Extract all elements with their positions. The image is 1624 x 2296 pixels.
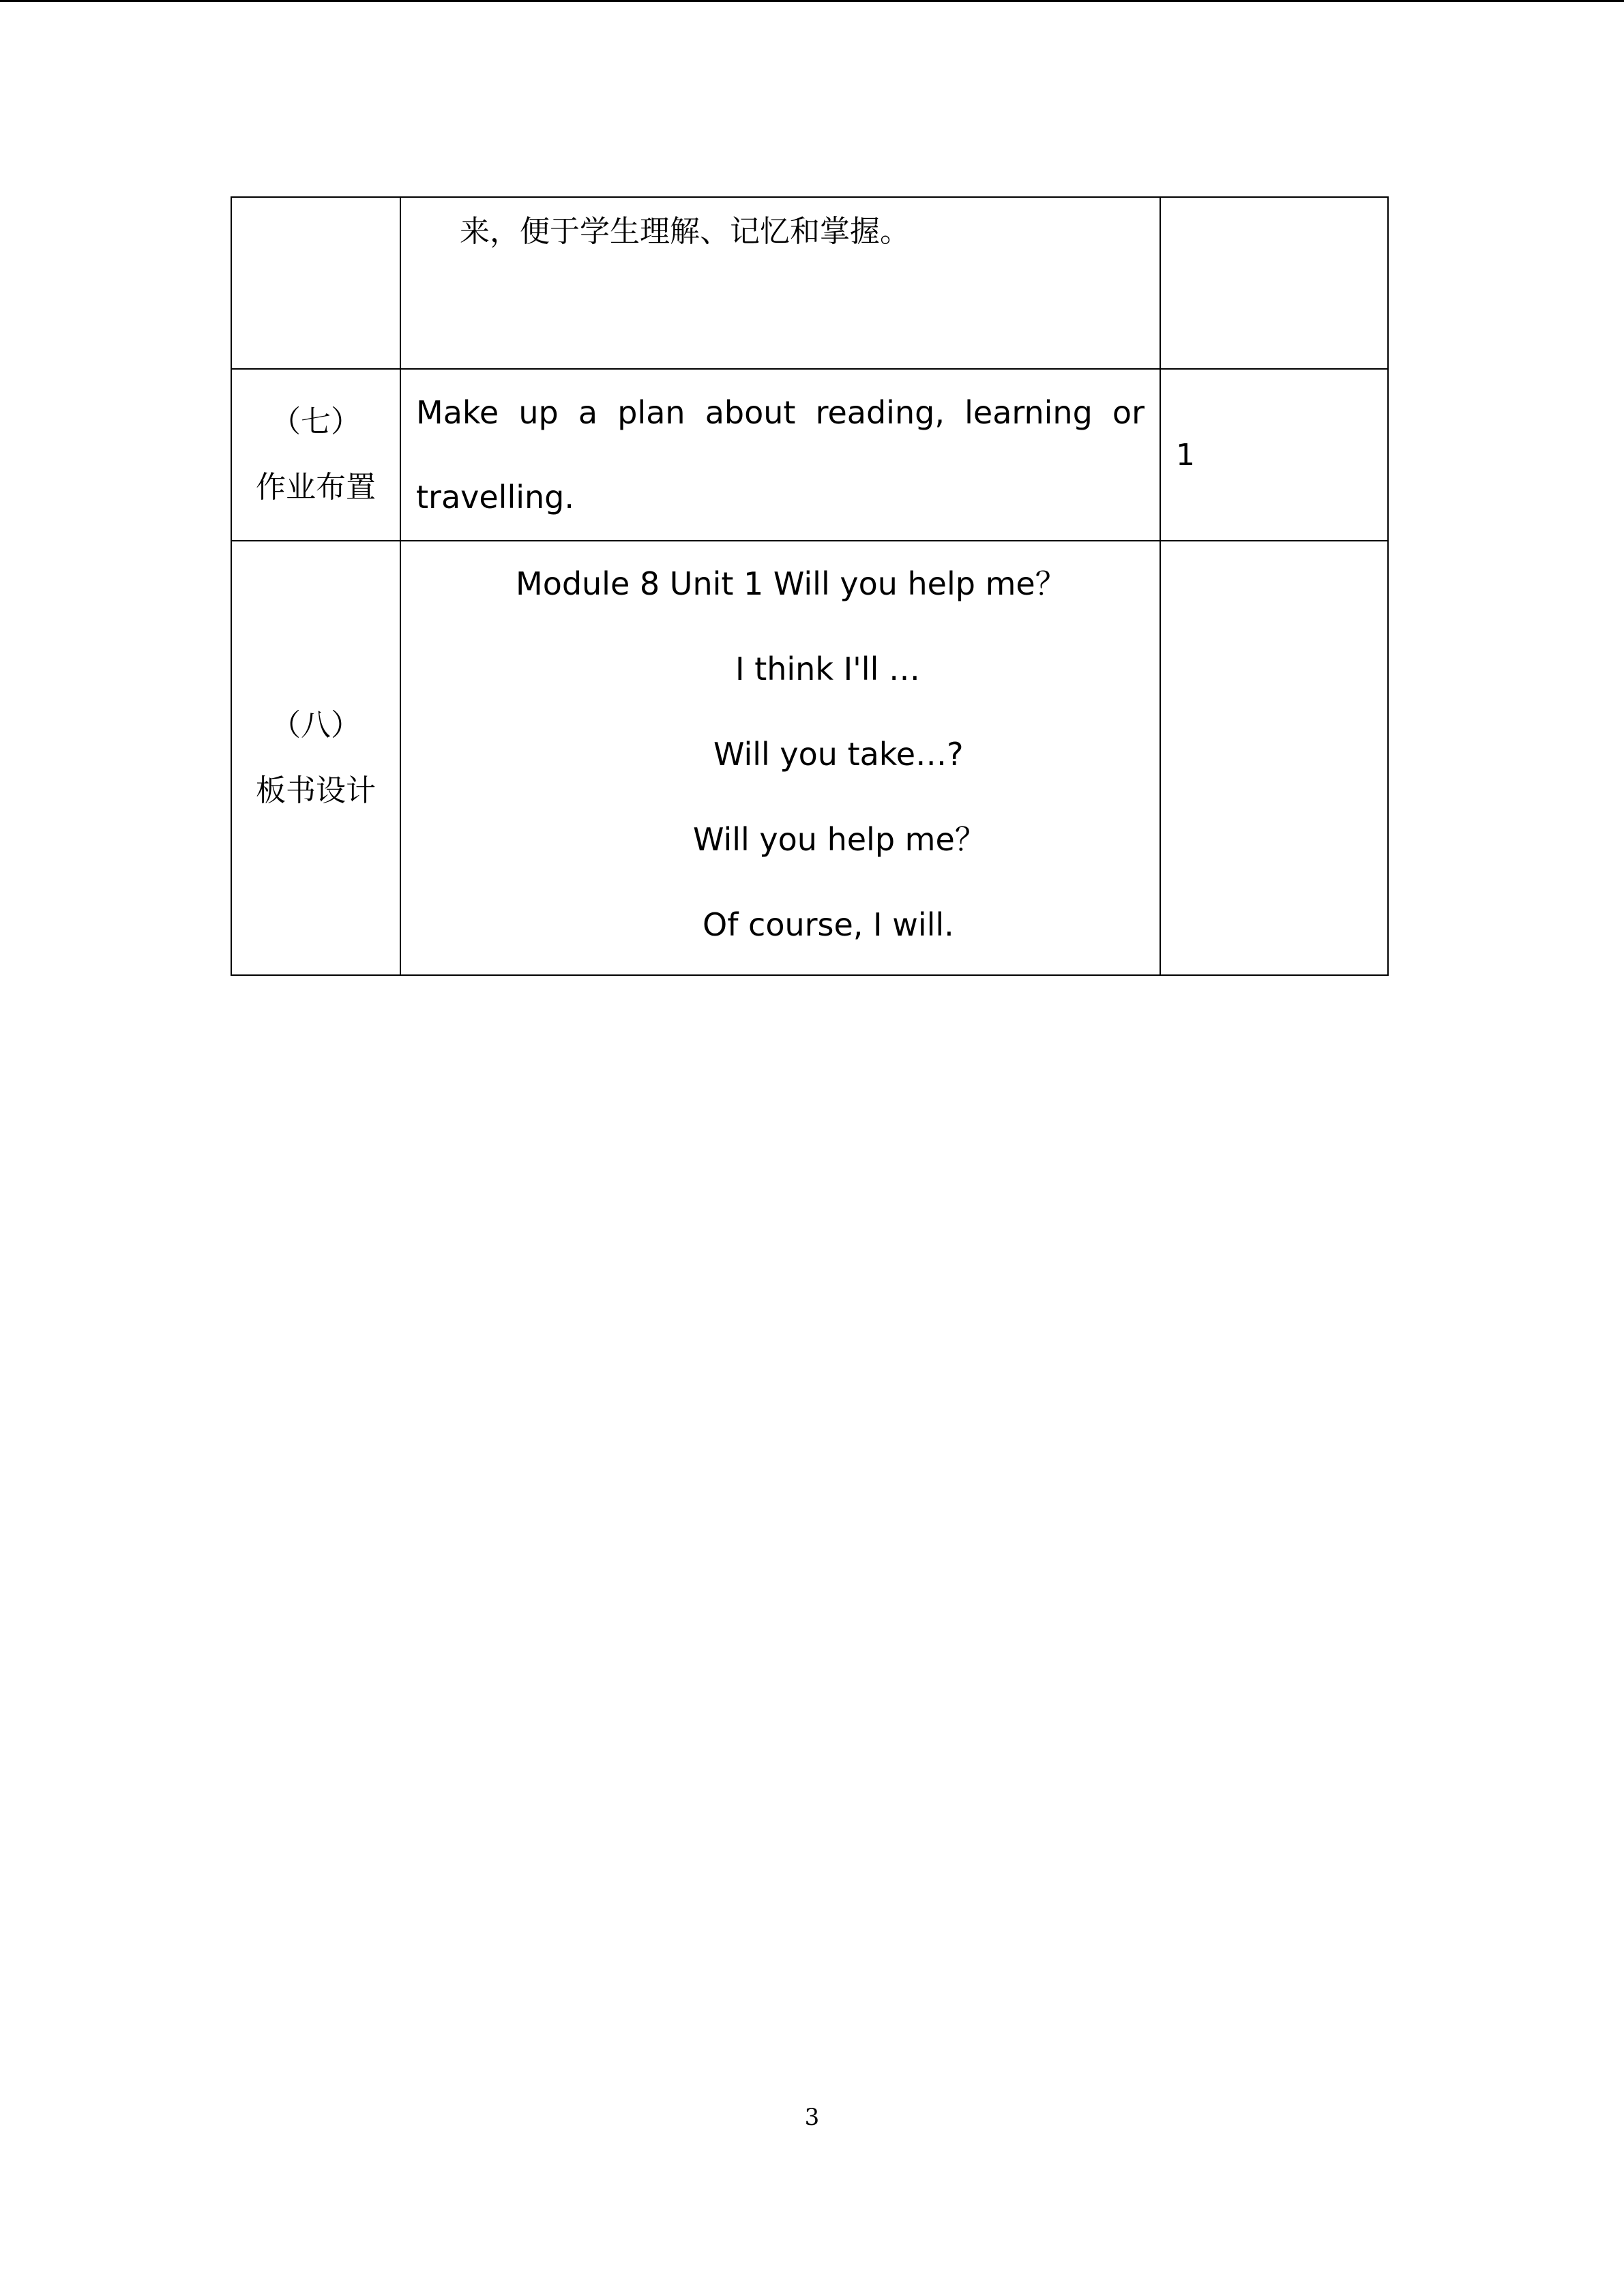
board-line: Of course, I will. [703, 906, 954, 943]
top-border-line [0, 0, 1624, 2]
section-number: （七） [271, 404, 361, 439]
section-title: 作业布置 [256, 470, 376, 505]
content-cell-board-design [400, 541, 1160, 975]
section-number: （八） [271, 707, 361, 743]
board-line: Will you take…? [713, 736, 964, 773]
table-row [231, 197, 1388, 369]
table-row [231, 541, 1388, 975]
label-cell-empty [231, 197, 400, 369]
board-line-title: Module 8 Unit 1 Will you help me？ [516, 565, 1067, 602]
board-line: I think I'll … [735, 651, 920, 687]
label-cell-board-design [231, 541, 400, 975]
homework-text-line-2: travelling. [416, 479, 574, 516]
content-cell-continued [400, 197, 1160, 369]
time-value: 1 [1176, 437, 1195, 473]
label-cell-homework [231, 369, 400, 541]
time-cell-empty [1160, 197, 1388, 369]
time-cell-homework [1160, 369, 1388, 541]
lesson-plan-table [231, 196, 1389, 976]
continued-text: 来，便于学生理解、记忆和掌握。 [460, 214, 910, 249]
table-row [231, 369, 1388, 541]
board-line: Will you help me？ [693, 821, 986, 858]
page-number: 3 [804, 2104, 820, 2131]
content-cell-homework [400, 369, 1160, 541]
homework-text-line-1: Make up a plan about reading, learning or [416, 394, 1145, 431]
time-cell-empty [1160, 541, 1388, 975]
section-title: 板书设计 [256, 773, 376, 808]
